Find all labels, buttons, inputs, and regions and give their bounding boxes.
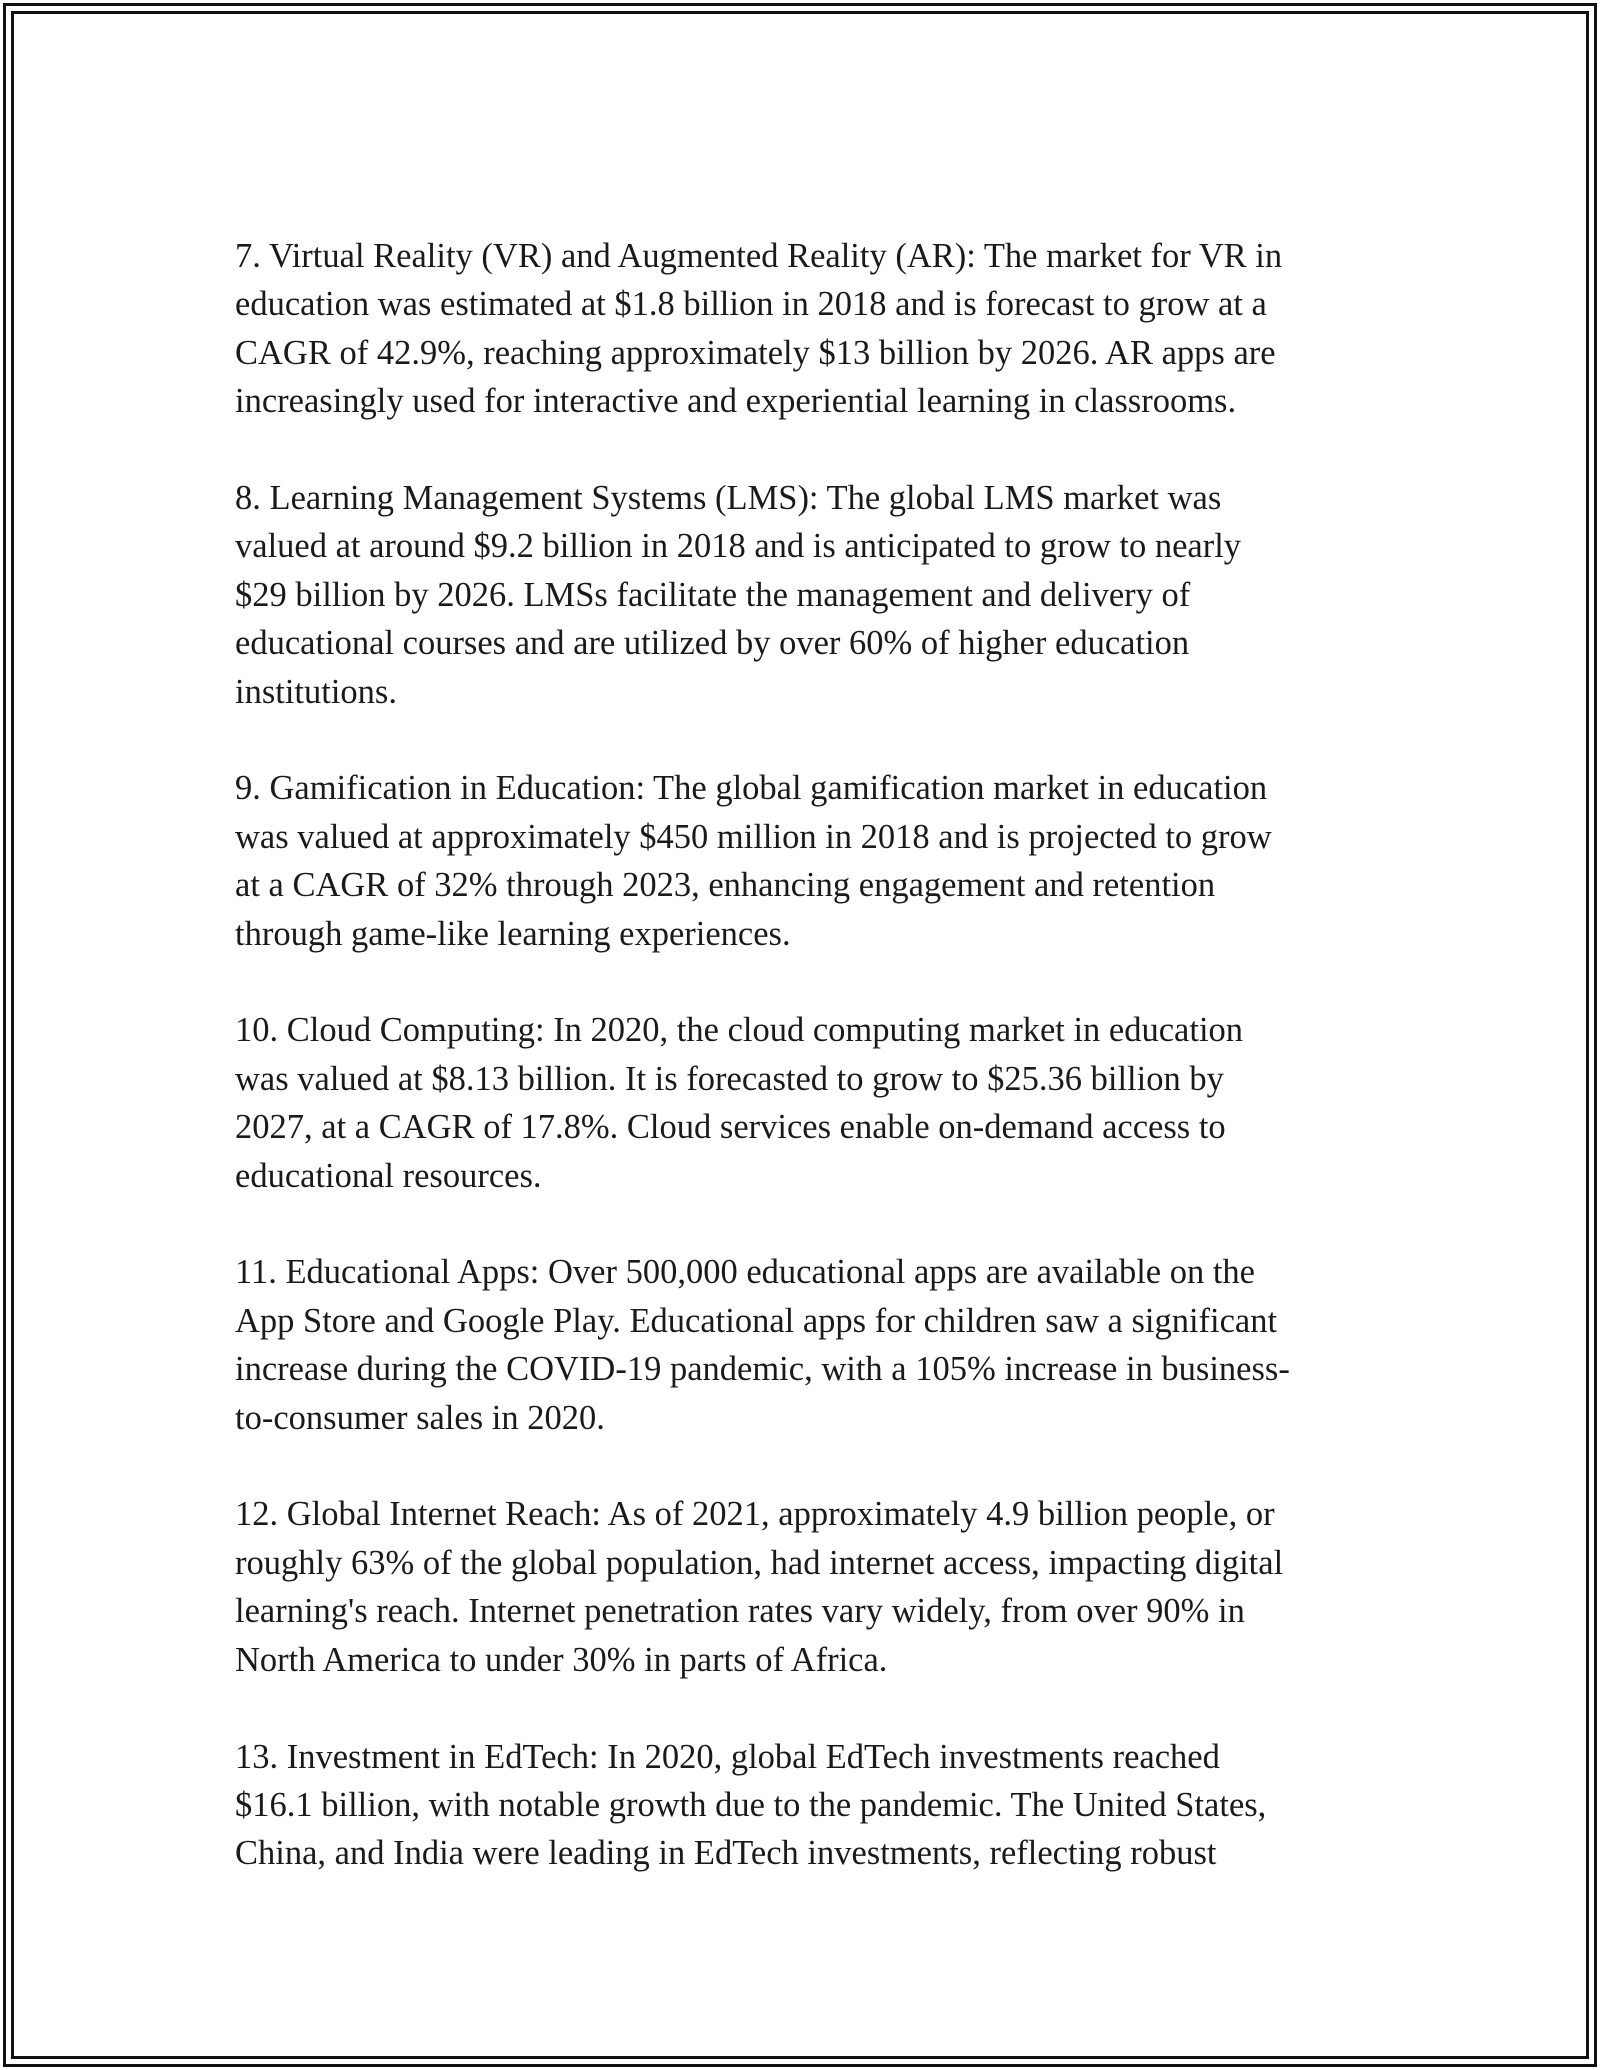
- paragraph-line: institutions.: [235, 672, 397, 711]
- paragraph-line: 11. Educational Apps: Over 500,000 educational apps are available on the: [235, 1253, 1255, 1292]
- paragraph-line: 8. Learning Management Systems (LMS): The global LMS market was: [235, 479, 1222, 518]
- paragraph-gamification: [235, 764, 1365, 958]
- paragraph-line: North America to under 30% in parts of Africa.: [235, 1640, 888, 1679]
- paragraph-educational-apps: [235, 1248, 1365, 1442]
- paragraph-line: 10. Cloud Computing: In 2020, the cloud computing market in education: [235, 1011, 1244, 1050]
- document-body: [235, 232, 1365, 1926]
- paragraph-line: 12. Global Internet Reach: As of 2021, approximately 4.9 billion people, or: [235, 1495, 1275, 1534]
- paragraph-line: was valued at $8.13 billion. It is forecasted to grow to $25.36 billion by: [235, 1059, 1224, 1098]
- paragraph-line: increase during the COVID-19 pandemic, with a 105% increase in business-: [235, 1350, 1290, 1389]
- paragraph-line: to-consumer sales in 2020.: [235, 1398, 605, 1437]
- paragraph-line: roughly 63% of the global population, had internet access, impacting digital: [235, 1543, 1284, 1582]
- paragraph-line: China, and India were leading in EdTech investments, reflecting robust: [235, 1834, 1217, 1873]
- paragraph-line: educational courses and are utilized by over 60% of higher education: [235, 624, 1190, 663]
- paragraph-edtech-investment: [235, 1733, 1365, 1878]
- paragraph-line: education was estimated at $1.8 billion in 2018 and is forecast to grow at a: [235, 285, 1267, 324]
- paragraph-line: 2027, at a CAGR of 17.8%. Cloud services enable on-demand access to: [235, 1108, 1226, 1147]
- paragraph-line: educational resources.: [235, 1156, 542, 1195]
- paragraph-line: App Store and Google Play. Educational apps for children saw a significant: [235, 1301, 1278, 1340]
- paragraph-internet-reach: [235, 1490, 1365, 1684]
- paragraph-line: increasingly used for interactive and experiential learning in classrooms.: [235, 382, 1237, 421]
- paragraph-lms: [235, 474, 1365, 716]
- paragraph-line: $29 billion by 2026. LMSs facilitate the management and delivery of: [235, 575, 1191, 614]
- paragraph-line: CAGR of 42.9%, reaching approximately $13 billion by 2026. AR apps are: [235, 333, 1276, 372]
- paragraph-line: 13. Investment in EdTech: In 2020, global EdTech investments reached: [235, 1737, 1220, 1776]
- paragraph-line: valued at around $9.2 billion in 2018 and is anticipated to grow to nearly: [235, 527, 1242, 566]
- paragraph-line: at a CAGR of 32% through 2023, enhancing engagement and retention: [235, 866, 1216, 905]
- paragraph-cloud-computing: [235, 1006, 1365, 1200]
- paragraph-line: 7. Virtual Reality (VR) and Augmented Reality (AR): The market for VR in: [235, 237, 1283, 275]
- paragraph-line: $16.1 billion, with notable growth due to the pandemic. The United States,: [235, 1785, 1267, 1824]
- paragraph-line: was valued at approximately $450 million in 2018 and is projected to grow: [235, 817, 1272, 856]
- paragraph-line: 9. Gamification in Education: The global gamification market in education: [235, 769, 1268, 808]
- paragraph-vr-ar: [235, 232, 1365, 426]
- paragraph-line: through game-like learning experiences.: [235, 914, 791, 953]
- paragraph-line: learning's reach. Internet penetration rates vary widely, from over 90% in: [235, 1592, 1245, 1631]
